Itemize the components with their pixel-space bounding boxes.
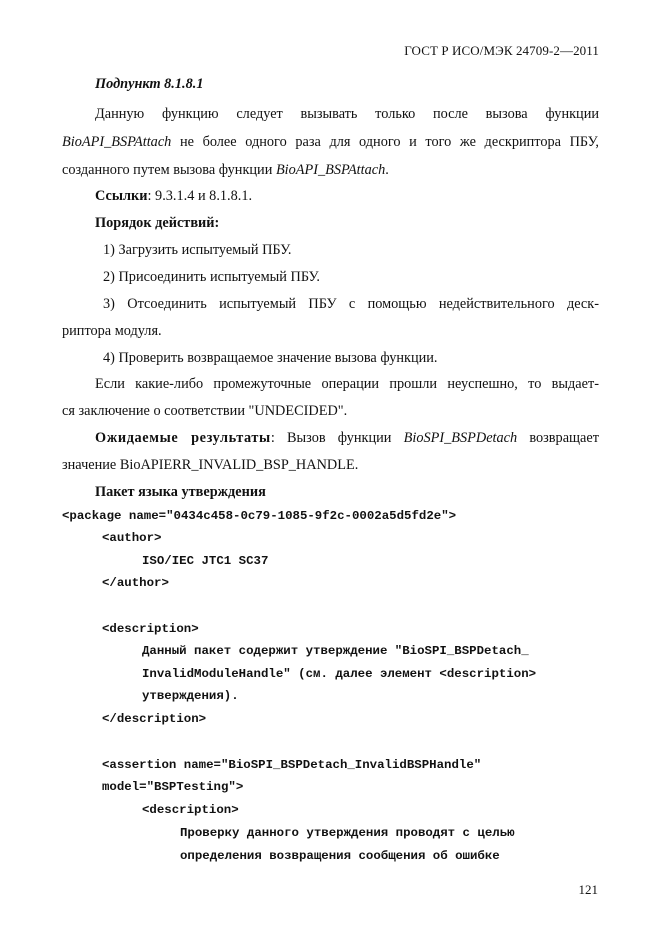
references-label: Ссылки	[95, 188, 148, 204]
code-line-6: Данный пакет содержит утверждение "BioSPI_BSPDetach_	[142, 644, 529, 658]
fail-note-line-1: Если какие-либо промежуточные операции прошли неуспешно, то выдает-	[95, 376, 599, 392]
code-line-7: InvalidModuleHandle" (см. далее элемент <description>	[142, 667, 537, 681]
intro-line-3	[62, 161, 389, 179]
code-line-8: утверждения).	[142, 689, 239, 703]
standard-header: ГОСТ Р ИСО/МЭК 24709-2—2011	[404, 43, 599, 58]
intro-line-2-text: не более одного раза для одного и того же дескриптора ПБУ,	[171, 134, 599, 150]
code-line-12: <description>	[142, 803, 239, 817]
intro-line-3-post: .	[385, 162, 389, 178]
expected-label: Ожидаемые результаты	[95, 430, 271, 446]
procedure-step-4: 4) Проверить возвращаемое значение вызова функции.	[103, 350, 438, 366]
expected-results-line-2: значение BioAPIERR_INVALID_BSP_HANDLE.	[62, 457, 359, 473]
code-line-5: <description>	[102, 622, 199, 636]
code-line-9: </description>	[102, 712, 207, 726]
procedure-title: Порядок действий:	[95, 215, 220, 231]
func-bsp-detach: BioSPI_BSPDetach	[403, 430, 518, 446]
code-line-11: model="BSPTesting">	[102, 780, 244, 794]
page-number: 121	[578, 882, 598, 897]
func-bsp-attach-2: BioAPI_BSPAttach	[275, 162, 386, 178]
code-line-2: <author>	[102, 531, 162, 545]
intro-line-2	[62, 133, 599, 151]
intro-line-1: Данную функцию следует вызывать только после вызова функции	[95, 106, 599, 122]
code-line-1: <package name="0434c458-0c79-1085-9f2c-0002a5d5fd2e">	[62, 509, 457, 523]
fail-note-line-2: ся заключение о соответствии "UNDECIDED".	[62, 403, 348, 419]
references	[95, 187, 252, 205]
expected-pre: : Вызов функции	[270, 430, 404, 446]
code-line-4: </author>	[102, 576, 169, 590]
code-line-13: Проверку данного утверждения проводят с целью	[180, 826, 515, 840]
code-line-3: ISO/IEC JTC1 SC37	[142, 554, 269, 568]
procedure-step-3a: 3) Отсоединить испытуемый ПБУ с помощью недействительного деск-	[103, 296, 599, 312]
procedure-step-2: 2) Присоединить испытуемый ПБУ.	[103, 269, 320, 285]
intro-line-3-pre: созданного путем вызова функции	[62, 162, 276, 178]
code-line-14: определения возвращения сообщения об ошибке	[180, 849, 500, 863]
references-text: : 9.3.1.4 и 8.1.8.1.	[147, 188, 253, 204]
package-title: Пакет языка утверждения	[95, 484, 266, 500]
expected-post: возвращает	[517, 430, 600, 446]
subclause-title: Подпункт 8.1.8.1	[95, 76, 204, 92]
procedure-step-3b: риптора модуля.	[62, 323, 162, 339]
expected-results-line-1	[95, 429, 599, 447]
procedure-step-1: 1) Загрузить испытуемый ПБУ.	[103, 242, 292, 258]
code-line-10: <assertion name="BioSPI_BSPDetach_InvalidBSPHandle"	[102, 758, 482, 772]
func-bsp-attach: BioAPI_BSPAttach	[62, 134, 172, 150]
